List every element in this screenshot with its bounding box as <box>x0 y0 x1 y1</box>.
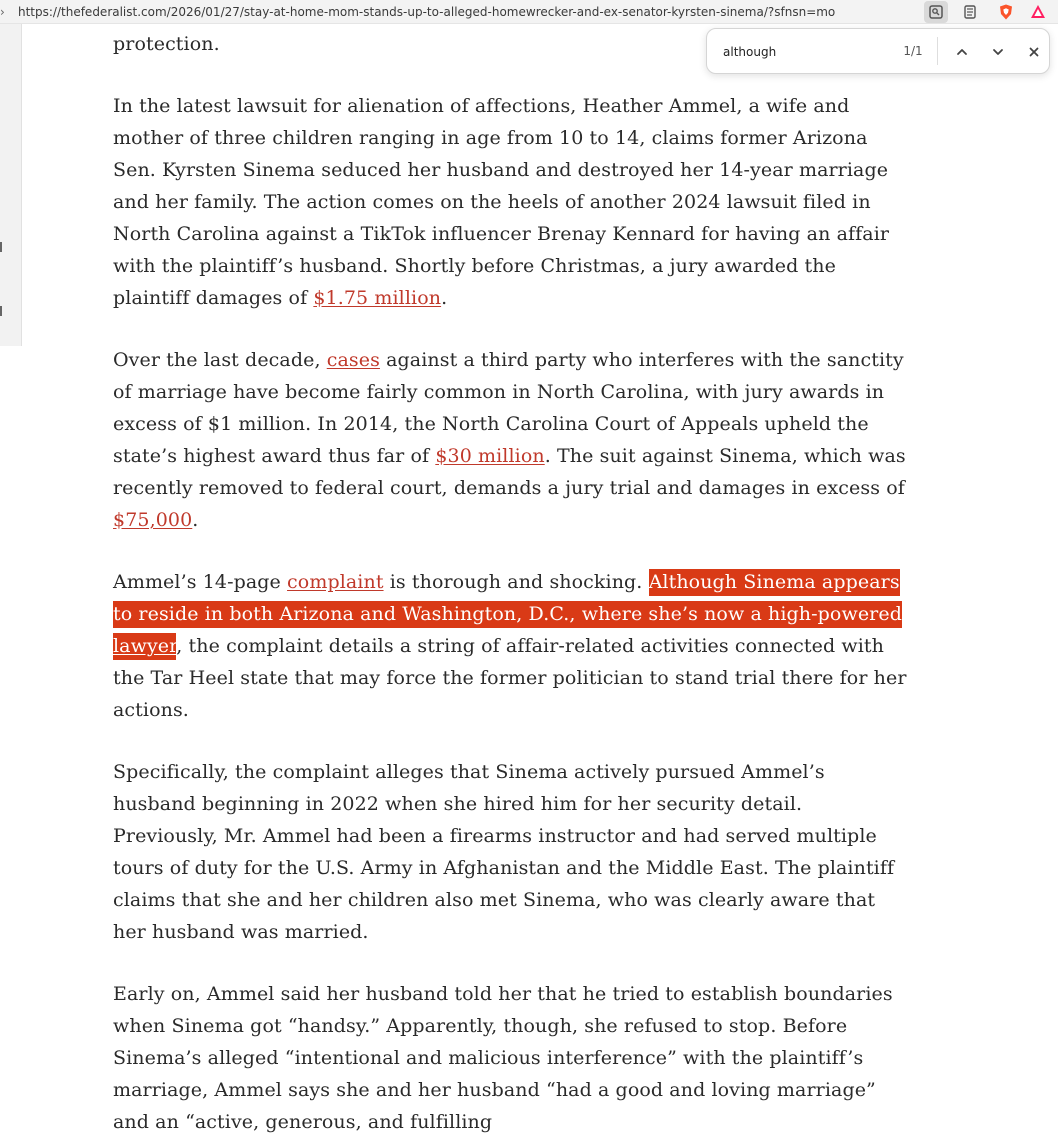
paragraph <box>113 756 911 948</box>
paragraph-text: . <box>441 287 448 309</box>
close-icon[interactable] <box>1020 38 1048 66</box>
paragraph-text: Ammel’s 14-page <box>113 571 288 593</box>
chevron-down-icon[interactable] <box>984 38 1012 66</box>
find-bar-divider <box>937 37 938 65</box>
paragraph-text: is thorough and shocking. <box>383 571 649 593</box>
paragraph-text: . The suit against Sinema, which was recently removed to federal court, demands a jury trial and damages in excess of <box>113 445 906 499</box>
link-1-75-million[interactable]: $1.75 million <box>313 287 442 309</box>
find-result-count: 1/1 <box>903 44 923 58</box>
link-complaint[interactable]: complaint <box>287 571 384 593</box>
link-30-million[interactable]: $30 million <box>435 445 545 467</box>
paragraph-text: Early on, Ammel said her husband told her that he tried to establish boundaries when Sinema got “handsy.” Apparently, though, she refused to stop. Before Sinema’s alleged “intentional and malicious interference” with the plaintiff’s marriage, Ammel says she and her husband “had a good and loving marriage” and an “active, generous, and fulfilling <box>113 983 893 1133</box>
reader-mode-icon[interactable] <box>958 1 982 23</box>
link-75-000[interactable]: $75,000 <box>113 509 193 531</box>
chevron-up-icon[interactable] <box>948 38 976 66</box>
paragraph-text: protection. <box>113 33 220 55</box>
paragraph-text: , the complaint details a string of affair-related activities connected with the Tar Heel state that may force the former politician to stand trial there for her actions. <box>113 635 907 721</box>
brave-shield-icon[interactable] <box>994 1 1018 23</box>
paragraph-text: against a third party who interferes with the sanctity of marriage have become fairly common in North Carolina, with jury awards in excess of $1 million. In 2014, the North Carolina Court of Appeals upheld the state’s highest award thus far of <box>113 349 904 467</box>
paragraph-text: In the latest lawsuit for alienation of affections, Heather Ammel, a wife and mother of three children ranging in age from 10 to 14, claims former Arizona Sen. Kyrsten Sinema seduced her husband and destroyed her 14-year marriage and her family. The action comes on the heels of another 2024 lawsuit filed in North Carolina against a TikTok influencer Brenay Kennard for having an affair with the plaintiff’s husband. Shortly before Christmas, a jury awarded the plaintiff damages of <box>113 95 890 309</box>
paragraph-text: Over the last decade, <box>113 349 327 371</box>
brave-rewards-icon[interactable] <box>1026 1 1050 23</box>
left-chevron-icon: › <box>0 5 5 19</box>
paragraph <box>113 344 911 536</box>
paragraph-text: Specifically, the complaint alleges that Sinema actively pursued Ammel’s husband beginning in 2022 when she hired him for her security detail. Previously, Mr. Ammel had been a firearms instructor and had served multiple tours of duty for the U.S. Army in Afghanistan and the Middle East. The plaintiff claims that she and her children also met Sinema, who was clearly aware that her husband was married. <box>113 761 895 943</box>
paragraph <box>113 566 911 726</box>
article-body <box>113 28 911 1133</box>
find-in-page-icon[interactable] <box>924 1 948 23</box>
paragraph-text: . <box>192 509 199 531</box>
sidebar-marker <box>0 242 2 252</box>
sidebar-marker <box>0 306 2 316</box>
link-cases[interactable]: cases <box>326 349 380 371</box>
paragraph <box>113 978 911 1138</box>
highlighted-text: Although Sinema appears to reside in both Arizona and Washington, D.C., where she’s now a high-powered <box>113 571 902 625</box>
paragraph <box>113 28 911 60</box>
browser-toolbar <box>0 0 1058 24</box>
paragraph <box>113 90 911 314</box>
link-lawyer[interactable]: lawyer <box>113 635 177 657</box>
left-sidebar <box>0 24 22 346</box>
address-bar-url[interactable]: https://thefederalist.com/2026/01/27/stay-at-home-mom-stands-up-to-alleged-homewrecker-and-ex-senator-kyrsten-sinema/?sfnsn=mo <box>18 5 836 19</box>
